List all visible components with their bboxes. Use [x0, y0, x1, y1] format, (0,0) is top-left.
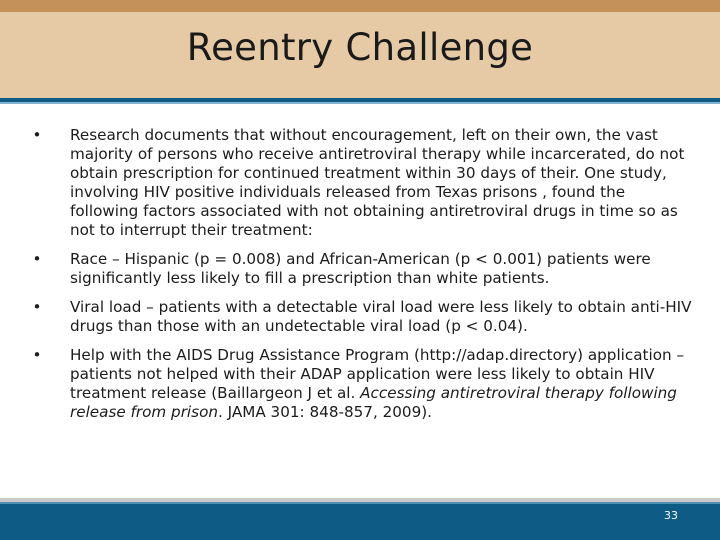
footer-bar: [0, 502, 720, 540]
bullet-icon: •: [32, 250, 42, 268]
bullet-text: Viral load – patients with a detectable viral load were less likely to obtain anti-HIV drugs than those with an undetectable viral load (p < 0.04).: [70, 298, 692, 335]
citation-tail: . JAMA 301: 848-857, 2009).: [217, 403, 433, 421]
bullet-icon: •: [32, 298, 42, 316]
article-title: Accessing antiretroviral therapy following release from prison: [70, 384, 677, 421]
bullet-item: [30, 126, 694, 240]
slide-title: Reentry Challenge: [186, 26, 534, 69]
title-divider-highlight: [0, 102, 720, 104]
bullet-text: [70, 346, 694, 422]
page-number: 33: [664, 509, 678, 522]
bullet-icon: •: [32, 126, 42, 144]
bullet-list: [30, 126, 694, 422]
footer-highlight: [0, 502, 720, 504]
top-accent-strip: [0, 0, 720, 12]
citation-text: Help with the AIDS Drug Assistance Program (http://adap.directory) application – patients not helped with their ADAP application were less likely to obtain HIV treatment release (Baillargeon J et al.: [70, 346, 685, 402]
bullet-item: [30, 250, 694, 288]
bullet-item: [30, 346, 694, 422]
bullet-icon: •: [32, 346, 42, 364]
bullet-item: [30, 298, 694, 336]
bullet-text: Race – Hispanic (p = 0.008) and African-American (p < 0.001) patients were significantly less likely to fill a prescription than white patients.: [70, 250, 651, 287]
bullet-text: Research documents that without encouragement, left on their own, the vast majority of persons who receive antiretroviral therapy while incarcerated, do not obtain prescription for continued treatment within 30 days of their. One study, involving HIV positive individuals released from Texas prisons , found the following factors associated with not obtaining antiretroviral drugs in time so as not to interrupt their treatment:: [70, 126, 685, 239]
slide-body: [30, 126, 694, 432]
